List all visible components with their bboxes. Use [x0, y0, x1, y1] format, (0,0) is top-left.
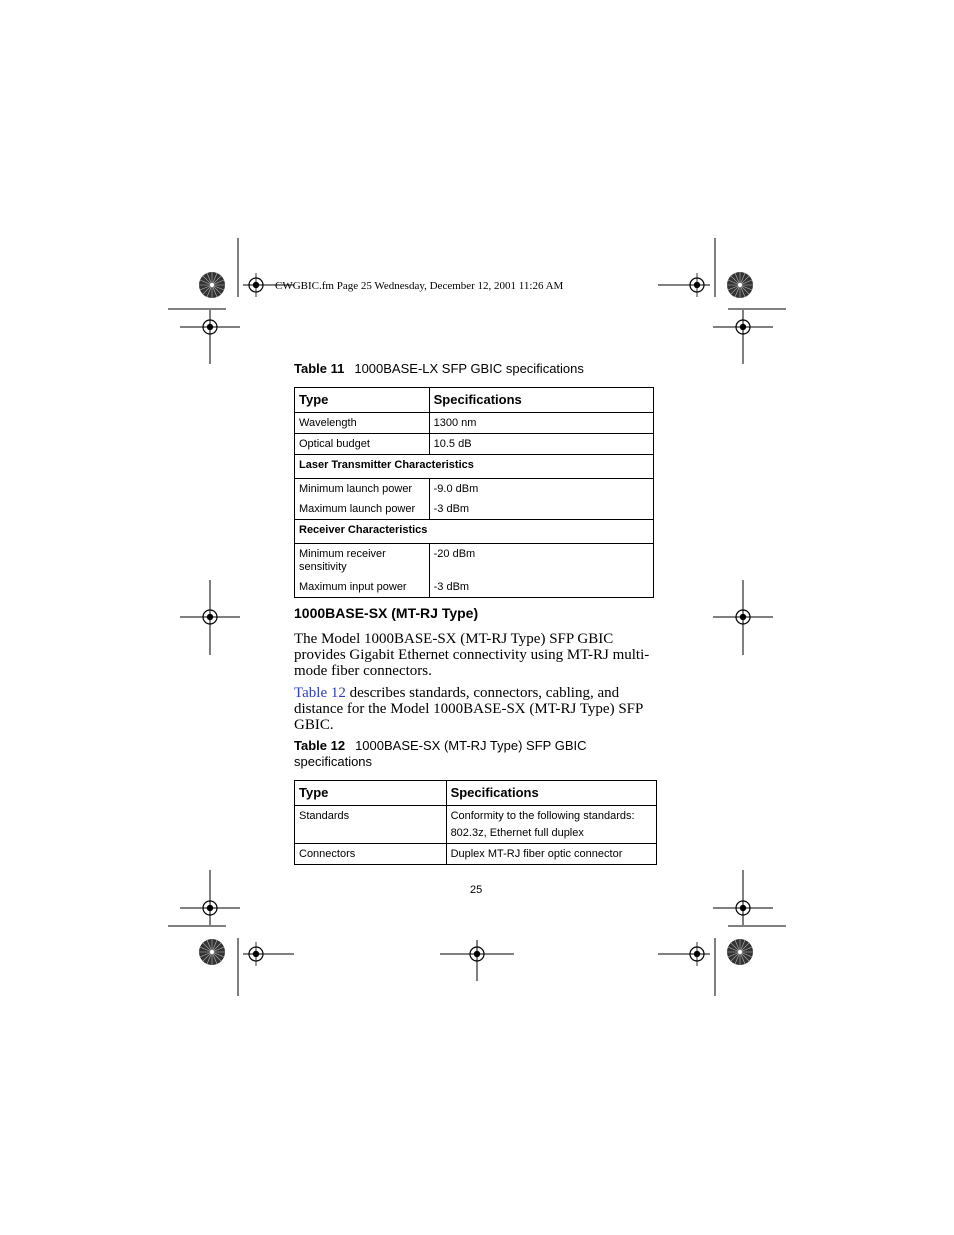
cell-type [295, 544, 430, 598]
table12-link[interactable]: Table 12 [294, 685, 346, 701]
print-header: CWGBIC.fm Page 25 Wednesday, December 12, 2001 11:26 AM [275, 280, 564, 292]
section-row [295, 520, 654, 544]
paragraph: The Model 1000BASE-SX (MT-RJ Type) SFP GBIC provides Gigabit Ethernet connectivity using MT-RJ multi-mode fiber connectors. [294, 631, 650, 679]
laser-row-1-spec: -9.0 dBm [433, 483, 479, 495]
table-row [295, 844, 657, 865]
receiver-row-1-type: Minimum receiver sensitivity [299, 548, 386, 573]
table-row [295, 434, 654, 455]
table11-label: Table 11 [294, 361, 345, 376]
table11-title: 1000BASE-LX SFP GBIC specifications [354, 361, 584, 376]
section-heading: 1000BASE-SX (MT-RJ Type) [294, 605, 479, 621]
cell-spec [429, 544, 653, 598]
table11 [294, 387, 654, 598]
cell-spec: 1300 nm [429, 413, 653, 434]
table-row [295, 544, 654, 598]
section-row [295, 455, 654, 479]
receiver-row-2-spec: -3 dBm [433, 581, 470, 593]
table12-label: Table 12 [294, 738, 346, 753]
cell-type: Wavelength [295, 413, 430, 434]
cell-type: Connectors [295, 844, 447, 865]
standards-spec-line-2: 802.3z, Ethernet full duplex [450, 827, 584, 839]
column-header-specifications: Specifications [446, 781, 656, 806]
paragraph-text: describes standards, connectors, cabling, and distance for the Model 1000BASE-SX (MT-RJ Type) SFP GBIC. [294, 685, 643, 733]
column-header-type: Type [295, 781, 447, 806]
laser-row-2-type: Maximum launch power [299, 503, 416, 515]
column-header-type: Type [295, 388, 430, 413]
laser-row-2-spec: -3 dBm [433, 503, 470, 515]
laser-row-1-type: Minimum launch power [299, 483, 413, 495]
section-receiver: Receiver Characteristics [295, 520, 654, 544]
section-laser-transmitter: Laser Transmitter Characteristics [295, 455, 654, 479]
table12-title: 1000BASE-SX (MT-RJ Type) SFP GBIC specifications [294, 738, 587, 769]
cell-spec [446, 806, 656, 844]
paragraph [294, 685, 664, 733]
cell-spec: 10.5 dB [429, 434, 653, 455]
cell-spec [429, 479, 653, 520]
column-header-specifications: Specifications [429, 388, 653, 413]
cell-type: Optical budget [295, 434, 430, 455]
cell-spec: Duplex MT-RJ fiber optic connector [446, 844, 656, 865]
table11-caption [294, 361, 584, 377]
table-row [295, 479, 654, 520]
cell-type: Standards [295, 806, 447, 844]
receiver-row-2-type: Maximum input power [299, 581, 407, 593]
table-header-row [295, 388, 654, 413]
receiver-row-1-spec: -20 dBm [433, 548, 476, 560]
table-header-row [295, 781, 657, 806]
cell-type [295, 479, 430, 520]
table-row [295, 806, 657, 844]
table12-caption [294, 738, 624, 770]
table12 [294, 780, 657, 865]
page-number: 25 [470, 884, 483, 896]
standards-spec-line-1: Conformity to the following standards: [450, 810, 635, 822]
table-row [295, 413, 654, 434]
